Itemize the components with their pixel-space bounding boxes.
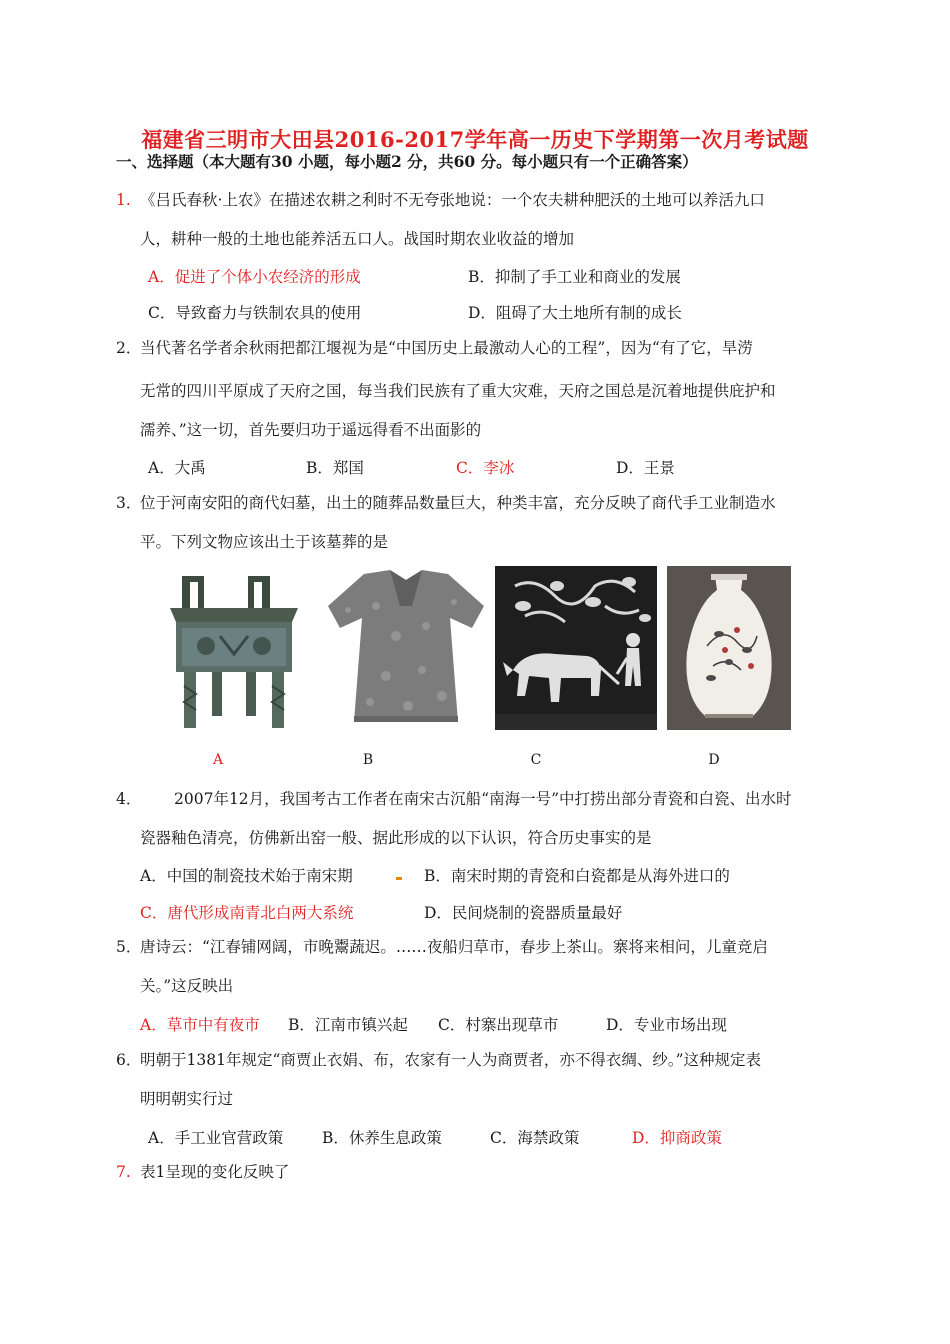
q1-option-d: D．阻碍了大土地所有制的成长 [468,304,682,322]
q6-option-c: C．海禁政策 [490,1129,580,1147]
q5-option-c: C．村寨出现草市 [438,1016,559,1034]
artifact-image-b-silk-robe [326,566,486,728]
orange-mark [396,877,402,880]
q4-line-1: 2007年12月，我国考古工作者在南宋古沉船“南海一号”中打捞出部分青瓷和白瓷、出水时 [174,790,792,808]
q3-image-label-d: D [708,752,720,768]
q4-option-c: C．唐代形成南青北白两大系统 [140,904,354,922]
q2-option-a: A．大禹 [148,459,206,477]
q2-option-c: C．李冰 [456,459,515,477]
q6-line-1: 明朝于1381年规定“商贾止衣娟、布，农家有一人为商贾者，亦不得衣绸、纱。”这种规定表 [140,1051,762,1069]
q6-number: 6． [116,1051,142,1069]
q2-number: 2． [116,339,142,357]
page-title: 福建省三明市大田县2016-2017学年高一历史下学期第一次月考试题 [141,127,809,152]
q2-option-d: D．王景 [616,459,675,477]
artifact-image-d-porcelain-vase [667,566,791,730]
artifact-image-a-bronze-ding [160,566,308,732]
q6-option-a: A．手工业官营政策 [148,1129,284,1147]
q3-image-label-b: B [362,752,374,768]
q3-number: 3． [116,494,142,512]
q5-number: 5． [116,938,142,956]
q2-line-3: 濡养、”这一切，首先要归功于遥远得看不出面影的 [140,421,482,439]
q5-line-1: 唐诗云：“江春铺网阔，市晚鬻蔬迟。……夜船归草市，春步上茶山。寨将来相问，儿童竞启 [140,938,768,956]
q5-option-d: D．专业市场出现 [606,1016,727,1034]
q1-option-a: A．促进了个体小农经济的形成 [148,268,361,286]
q5-option-a: A．草市中有夜市 [140,1016,260,1034]
q5-option-b: B．江南市镇兴起 [288,1016,408,1034]
q4-number: 4． [116,790,142,808]
q6-option-d: D．抑商政策 [632,1129,722,1147]
q3-line-2: 平。下列文物应该出土于该墓葬的是 [140,533,389,551]
q2-option-b: B．郑国 [306,459,364,477]
q2-line-2: 无常的四川平原成了天府之国，每当我们民族有了重大灾难，天府之国总是沉着地提供庇护和 [140,382,776,400]
q1-line-2: 人，耕种一般的土地也能养活五口人。战国时期农业收益的增加 [140,230,575,248]
q4-line-2: 瓷器釉色清亮，仿佛新出窑一般、据此形成的以下认识，符合历史事实的是 [140,829,652,847]
q5-line-2: 关。”这反映出 [140,977,234,995]
q4-option-d: D．民间烧制的瓷器质量最好 [424,904,623,922]
q7-number: 7. [116,1163,131,1181]
q1-option-b: B．抑制了手工业和商业的发展 [468,268,681,286]
q7-line-1: 表1呈现的变化反映了 [140,1163,290,1181]
q3-image-label-c: C [530,752,542,768]
section-heading: 一、选择题（本大题有30 小题，每小题2 分，共60 分。每小题只有一个正确答案） [116,152,698,171]
artifact-image-c-stone-relief-ploughing [495,566,657,730]
q3-image-label-a: A [212,752,224,768]
q2-line-1: 当代著名学者余秋雨把都江堰视为是“中国历史上最激动人心的工程”，因为“有了它，旱涝 [140,339,753,357]
q1-line-1: 《吕氏春秋·上农》在描述农耕之利时不无夸张地说：一个农夫耕种肥沃的土地可以养活九口 [140,191,765,209]
q4-option-a: A．中国的制瓷技术始于南宋期 [140,867,353,885]
q1-option-c: C．导致畜力与铁制农具的使用 [148,304,362,322]
q4-option-b: B．南宋时期的青瓷和白瓷都是从海外进口的 [424,867,730,885]
q3-line-1: 位于河南安阳的商代妇墓，出土的随葬品数量巨大，种类丰富，充分反映了商代手工业制造水 [140,494,776,512]
q6-line-2: 明明朝实行过 [140,1090,234,1108]
q1-number: 1. [116,191,131,209]
q6-option-b: B．休养生息政策 [322,1129,442,1147]
